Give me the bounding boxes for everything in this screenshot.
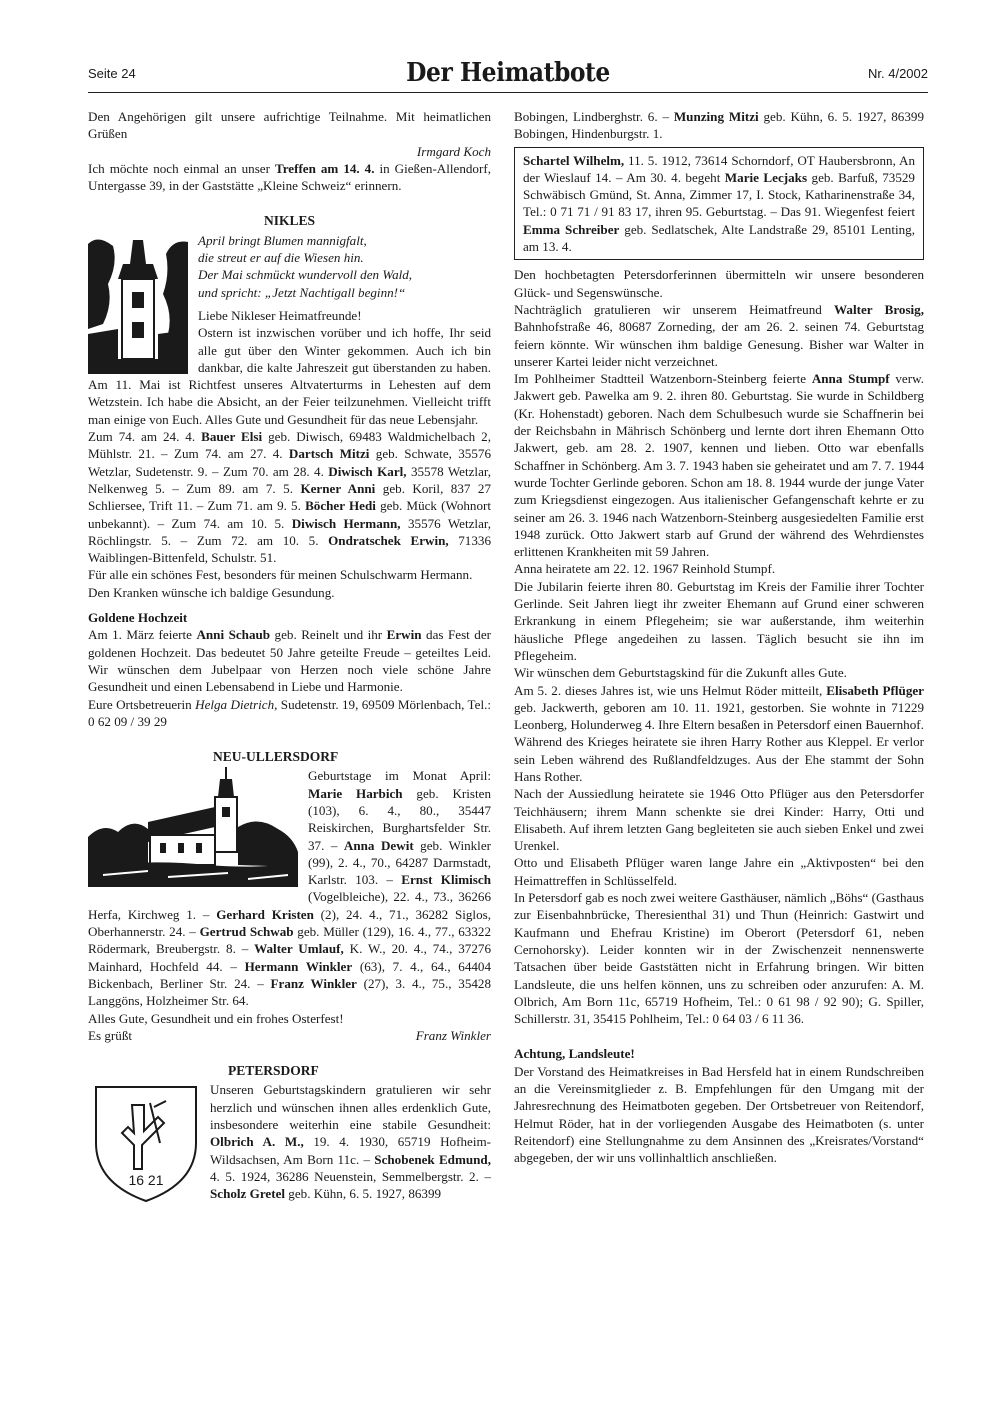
sick-wish: Den Kranken wünsche ich baldige Gesundung. — [88, 584, 335, 600]
golden-wedding-heading: Goldene Hochzeit — [88, 610, 188, 626]
walter-name: Walter Brosig, — [834, 301, 924, 317]
meeting-paragraph — [88, 160, 491, 195]
caretaker-text: Sudetenstr. 19, 69509 Mörlenbach, Tel.: 0 62 09 / 39 29 — [88, 696, 491, 729]
neu-name: Gertrud Schwab — [199, 924, 294, 940]
bday-text: geb. Diwisch, 69483 Waldmichelbach 2, Mühlstr. 21. – Zum 74. am 27. 4. — [88, 429, 492, 462]
bday-text: geb. Schwate, 35576 Wetzlar, Sudetenstr. 9. – Zum 70. am 28. 4. — [88, 446, 491, 479]
walter-paragraph — [514, 301, 924, 370]
anna-paragraph — [514, 370, 924, 560]
walter-text: Bahnhofstraße 46, 80687 Zorneding, der am 26. 2. seinen 74. Geburtstag feiern könnte. Wir wünschen ihm baldige Genesung. Bisher war Walter in unserer Kartei leider nicht verzeichnet. — [514, 319, 924, 369]
golden-name: Anni Schaub — [196, 627, 271, 643]
caretaker-text: Eure Ortsbetreuerin — [88, 696, 196, 712]
petersdorf-heading: PETERSDORF — [228, 1063, 319, 1079]
attention-heading: Achtung, Landsleute! — [514, 1046, 635, 1062]
peters-text: Unseren Geburtstagskindern gratulieren wir sehr herzlich und wünschen ihnen alles erdenklich Gute, insbesondere weiterhin eine stabile Gesundheit: — [210, 1082, 491, 1133]
elisa-text: geb. Jackwerth, geboren am 10. 11. 1921, gestorben. Sie wohnte in 71229 Leonberg, Holunderweg 4. Ihre Eltern besaßen in Petersdorf einen Bauernhof. — [514, 699, 924, 733]
bday-name: Diwisch Hermann, — [291, 515, 401, 531]
bday-name: Bauer Elsi — [201, 429, 263, 445]
box-text: 11. 5. 1912, 73614 Schorndorf, OT Haubersbronn, An der Wieslauf 14. – Am 30. 4. begeht — [523, 152, 915, 185]
congrats-paragraph: Den hochbetagten Petersdorferinnen übermitteln wir unsere besonderen Glück- und Segenswünsche. — [514, 267, 924, 300]
neu-ullersdorf-heading: NEU-ULLERSDORF — [213, 749, 339, 765]
peters-text: geb. Kühn, 6. 5. 1927, 86399 — [285, 1186, 442, 1202]
golden-text: geb. Reinelt und ihr — [270, 627, 387, 643]
elisa-name: Elisabeth Pflüger — [826, 682, 924, 698]
neu-ullersdorf-signature: Franz Winkler — [415, 1027, 491, 1043]
cont-text: geb. Kühn, 6. 5. 1927, 86399 Bobingen, Hindenburgstr. 1. — [514, 109, 924, 142]
issue-number: Nr. 4/2002 — [868, 66, 928, 81]
poem-line: und spricht: „Jetzt Nachtigall beginn!“ — [198, 284, 406, 300]
bday-text: 35576 Wetzlar, Röchlingstr. 5. – Zum 72. am 10. 5. — [88, 515, 491, 548]
neu-name: Hermann Winkler — [244, 958, 353, 974]
box-text: geb. Sedlatschek, Alte Landstraße 29, 85101 Lenting, am 13. 4. — [523, 221, 915, 255]
anna-name: Anna Stumpf — [811, 371, 890, 387]
golden-name: Erwin — [386, 627, 422, 643]
poem-line: April bringt Blumen mannigfalt, — [198, 232, 367, 248]
fest-wish: Für alle ein schönes Fest, besonders für meinen Schulschwarm Hermann. — [88, 567, 473, 583]
meeting-date: Treffen am 14. 4. — [274, 160, 375, 176]
church-tower-illustration — [88, 234, 188, 374]
meeting-text: in Gießen-Allendorf, Untergasse 39, in der Gaststätte „Kleine Schweiz“ erinnern. — [88, 160, 491, 194]
bday-name: Ondratschek Erwin, — [328, 532, 449, 548]
neu-text: K. W., 20. 4., 74., 37276 Mainhard, Hochfeld 44. – — [88, 941, 491, 974]
nikles-birthdays — [88, 428, 491, 566]
church-landscape-illustration — [88, 767, 298, 887]
birthday-box-text — [523, 152, 915, 256]
peters-text: 4. 5. 1924, 36286 Neuenstein, Semmelbergstr. 2. – — [210, 1168, 491, 1184]
box-text: geb. Barfuß, 73529 Schwäbisch Gmünd, St. Anna, Zimmer 17, I. Stock, Katharinenstraße 34, Tel.: 0 71 71 / 91 83 17, ihren 95. Geburtstag. – Das 91. Wiegenfest feiert — [523, 169, 915, 220]
box-name: Marie Lecjaks — [724, 169, 808, 185]
peters-name: Scholz Gretel — [210, 1186, 286, 1202]
caretaker-line — [88, 696, 491, 731]
box-name: Schartel Wilhelm, — [523, 152, 625, 168]
cont-name: Munzing Mitzi — [673, 109, 759, 124]
neu-text: (Vogelbleiche), 22. 4., 73., 36266 Herfa, Kirchweg 1. – — [88, 889, 491, 922]
crest-year: 16 21 — [128, 1172, 164, 1189]
neu-text: geb. Müller (129), 16. 4., 77., 63322 Rödermark, Breubergstr. 8. – — [88, 924, 491, 957]
peters-name: Schobenek Edmund, — [374, 1151, 491, 1167]
bday-text: geb. Koril, 837 27 Schliersee, Trift 11. – Zum 71. am 9. 5. — [88, 480, 492, 514]
condolence-paragraph: Den Angehörigen gilt unsere aufrichtige Teilnahme. Mit heimatlichen Grüßen — [88, 109, 491, 142]
bday-text: Zum 74. am 24. 4. — [88, 429, 202, 445]
neu-text: (27), 3. 4., 75., 35428 Langgöns, Holzheimer Str. 64. — [88, 975, 492, 1009]
war-paragraph: Während des Krieges heiratete sie ihren Harry Rother aus Kleppel. Er verlor sein Leben während des Rußlandfeldzuges. Aus der Ehe stammt der Sohn Hans Rother. — [514, 734, 924, 784]
neu-name: Gerhard Kristen — [216, 906, 314, 922]
neu-ullersdorf-signature-row — [88, 1027, 491, 1044]
bday-name: Böcher Hedi — [305, 498, 376, 514]
peters-name: Olbrich A. M., — [210, 1134, 304, 1150]
petersdorf-crest — [92, 1083, 200, 1205]
bday-name: Diwisch Karl, — [328, 463, 407, 479]
meeting-text: Ich möchte noch einmal an unser — [88, 160, 275, 176]
neu-text: (63), 7. 4., 64., 64404 Bickenbach, Berliner Str. 24. – — [88, 958, 492, 991]
neu-name: Franz Winkler — [270, 975, 357, 991]
neu-text: Geburtstage im Monat April: — [308, 768, 491, 784]
after-paragraph: Nach der Aussiedlung heiratete sie 1946 Otto Pflüger aus den Petersdorfer Teichhäusern; ihrem Mann schenkte sie drei Kinder: Harry, Otti und Elisabeth. Auf ihrem letzten Gang begleiteten sie auch sieben Enkel und zwei Urenkel. — [514, 786, 924, 854]
birthday-box — [514, 147, 924, 261]
neu-name: Walter Umlauf, — [254, 941, 344, 957]
inns-paragraph: In Petersdorf gab es noch zwei weitere Gasthäuser, nämlich „Böhs“ (Gasthaus zur Eisenbahnbrücke, Theresienthal 31) und Thun (Heinrich: Gastwirt und Kaufmann und Ehefrau Kristine) im Oberort (Petersdorf 61, neben Cernohorsky). Leider konnten wir in der Zwischenzeit nennenswerte Tatsachen über beide Gaststätten nicht in Erfahrung bringen. Wir bitten Landsleute, die uns helfen können, uns zu schreiben oder anzurufen: A. M. Olbrich, Am Born 11c, 65719 Hofheim, Tel.: 0 61 98 / 92 90); G. Spiller, Schillerstr. 31, 35415 Pohlheim, Tel.: 0 64 03 / 6 11 36. — [514, 890, 924, 1027]
neu-text: (2), 24. 4., 71., 36282 Siglos, Oberhannerstr. 24. – — [88, 906, 491, 940]
nikles-greeting: Liebe Nikleser Heimatfreunde! — [198, 307, 362, 323]
neu-name: Ernst Klimisch — [401, 872, 491, 888]
cont-text: Bobingen, Lindberghstr. 6. – — [514, 109, 674, 124]
anna-married: Anna heiratete am 22. 12. 1967 Reinhold Stumpf. — [514, 561, 776, 577]
elisa-text: Am 5. 2. dieses Jahres ist, wie uns Helmut Röder mitteilt, — [514, 682, 827, 698]
condolence-signature: Irmgard Koch — [416, 143, 491, 159]
attention-paragraph: Der Vorstand des Heimatkreises in Bad Hersfeld hat in einem Rundschreiben an die Vereinsmitglieder z. B. Empfehlungen für den Umgang mit der Jahresrechnung des Heimatboten gegeben. Der Ortsbetreuer von Reitendorf, Helmut Röder, hat in der vorliegenden Ausgabe des Heimatboten (s. unter Reitendorf) eine Stellungnahme zu dem Ansinnen des „Kreisrates/Vorstand“ abgegeben, der wir uns vollinhaltlich anschließen. — [514, 1063, 924, 1166]
bday-name: Dartsch Mitzi — [288, 446, 370, 462]
bday-text: geb. Mück (Wohnort unbekannt). – Zum 74. am 10. 5. — [88, 498, 492, 531]
wish-paragraph: Wir wünschen dem Geburtstagskind für die Zukunft alles Gute. — [514, 665, 847, 681]
left-column — [88, 108, 491, 1207]
anna-text: verw. Jakwert geb. Pawelka am 9. 2. ihren 80. Geburtstag. Sie wurde in Schildberg (Kr. Hohenstadt) geboren. Nach dem Schulbesuch wurde sie Schaffnerin bei der Reichsbahn in Mährisch Schönberg und lernte dort ihren Ehemann Otto Jakwert, geb. am 28. 2. 1907, kennen und lieben. Otto war ebenfalls Schaffner in Schönberg. Am 3. 7. 1943 haben sie geheiratet und am 7. 7. 1944 wurde Tochter Gerlinde geboren. Schon am 18. 8. 1944 wurde der junge Vater zum Kriegsdienst eingezogen. Aus italienischer Gefangenschaft kehrte er zu seiner am 26. 3. 1946 nach Watzenborn-Steinberg ausgesiedelten Familie erst 1948 zurück. Otto Jakwert starb auf Grund der während des Wehrdienstes erlittenen Krankheiten mit 59 Jahren. — [514, 371, 924, 560]
caretaker-name: Helga Dietrich, — [195, 696, 278, 712]
anna-text: Im Pohlheimer Stadtteil Watzenborn-Steinberg feierte — [514, 371, 812, 387]
poem-line: die streut er auf die Wiesen hin. — [198, 250, 364, 266]
neu-text: geb. Kristen (103), 6. 4., 80., 35447 Reiskirchen, Burghartsfelder Str. 37. – — [308, 785, 491, 853]
box-name: Emma Schreiber — [523, 221, 620, 237]
nikles-text: Ostern ist inzwischen vorüber und ich hoffe, Ihr seid alle gut über den Winter gekommen. Auch ich bin dankbar, die kalte Jahreszeit gut überstanden zu haben. Am 11. Mai ist Richtfest unseres Altvaterturms in Lehesten auf dem Wetzstein. Ich habe die Absicht, an der Feier teilzunehmen. Vielleicht trifft man einige von Euch. Alles Gute und Gesundheit für das neue Lebensjahr. — [88, 325, 491, 427]
bday-text: 71336 Waiblingen-Bittenfeld, Schulstr. 51. — [88, 532, 491, 566]
page-header — [88, 56, 928, 93]
right-column — [514, 108, 924, 1167]
neu-ullersdorf-greeting: Es grüßt — [88, 1027, 133, 1043]
neu-name: Marie Harbich — [308, 785, 403, 801]
bday-name: Kerner Anni — [300, 480, 376, 496]
neu-text: geb. Winkler (99), 2. 4., 70., 64287 Darmstadt, Karlstr. 103. – — [308, 837, 491, 888]
neu-ullersdorf-wish: Alles Gute, Gesundheit und ein frohes Osterfest! — [88, 1010, 344, 1026]
otto-paragraph: Otto und Elisabeth Pflüger waren lange Jahre ein „Aktivposten“ bei den Heimattreffen in Schlüsselfeld. — [514, 855, 924, 888]
jubilar-paragraph: Die Jubilarin feierte ihren 80. Geburtstag im Kreis der Familie ihrer Tochter Gerlinde. Seit Jahren liegt ihr zweiter Ehemann auf Grund einer schweren Erkrankung in einem Pflegeheim; sie war außerstande, ihm weiterhin häusliche Pflege angedeihen zu lassen. Täglich besucht sie ihn im Pflegeheim. — [514, 578, 924, 663]
elisabeth-paragraph — [514, 682, 924, 734]
masthead-logo: Der Heimatbote — [406, 58, 610, 88]
petersdorf-continued — [514, 108, 924, 143]
walter-text: Nachträglich gratulieren wir unserem Heimatfreund — [514, 301, 835, 317]
peters-text: 19. 4. 1930, 65719 Hofheim-Wildsachsen, Am Born 11c. – — [210, 1134, 492, 1167]
poem-line: Der Mai schmückt wundervoll den Wald, — [198, 267, 413, 283]
neu-name: Anna Dewit — [343, 837, 414, 853]
golden-wedding-text — [88, 626, 491, 695]
golden-text: das Fest der goldenen Hochzeit. Das bedeutet 50 Jahre geteilte Freude – geteiltes Leid. Wir wünschen dem Jubelpaar von Herzen noch viele schöne Jahre Gesundheit und einen Lebensabend in Liebe und Harmonie. — [88, 627, 491, 695]
golden-text: Am 1. März feierte — [88, 627, 197, 643]
nikles-heading: NIKLES — [263, 213, 316, 229]
bday-text: 35578 Wetzlar, Nelkenweg 5. – Zum 89. am 7. 5. — [88, 463, 491, 496]
page-number: Seite 24 — [88, 66, 136, 81]
